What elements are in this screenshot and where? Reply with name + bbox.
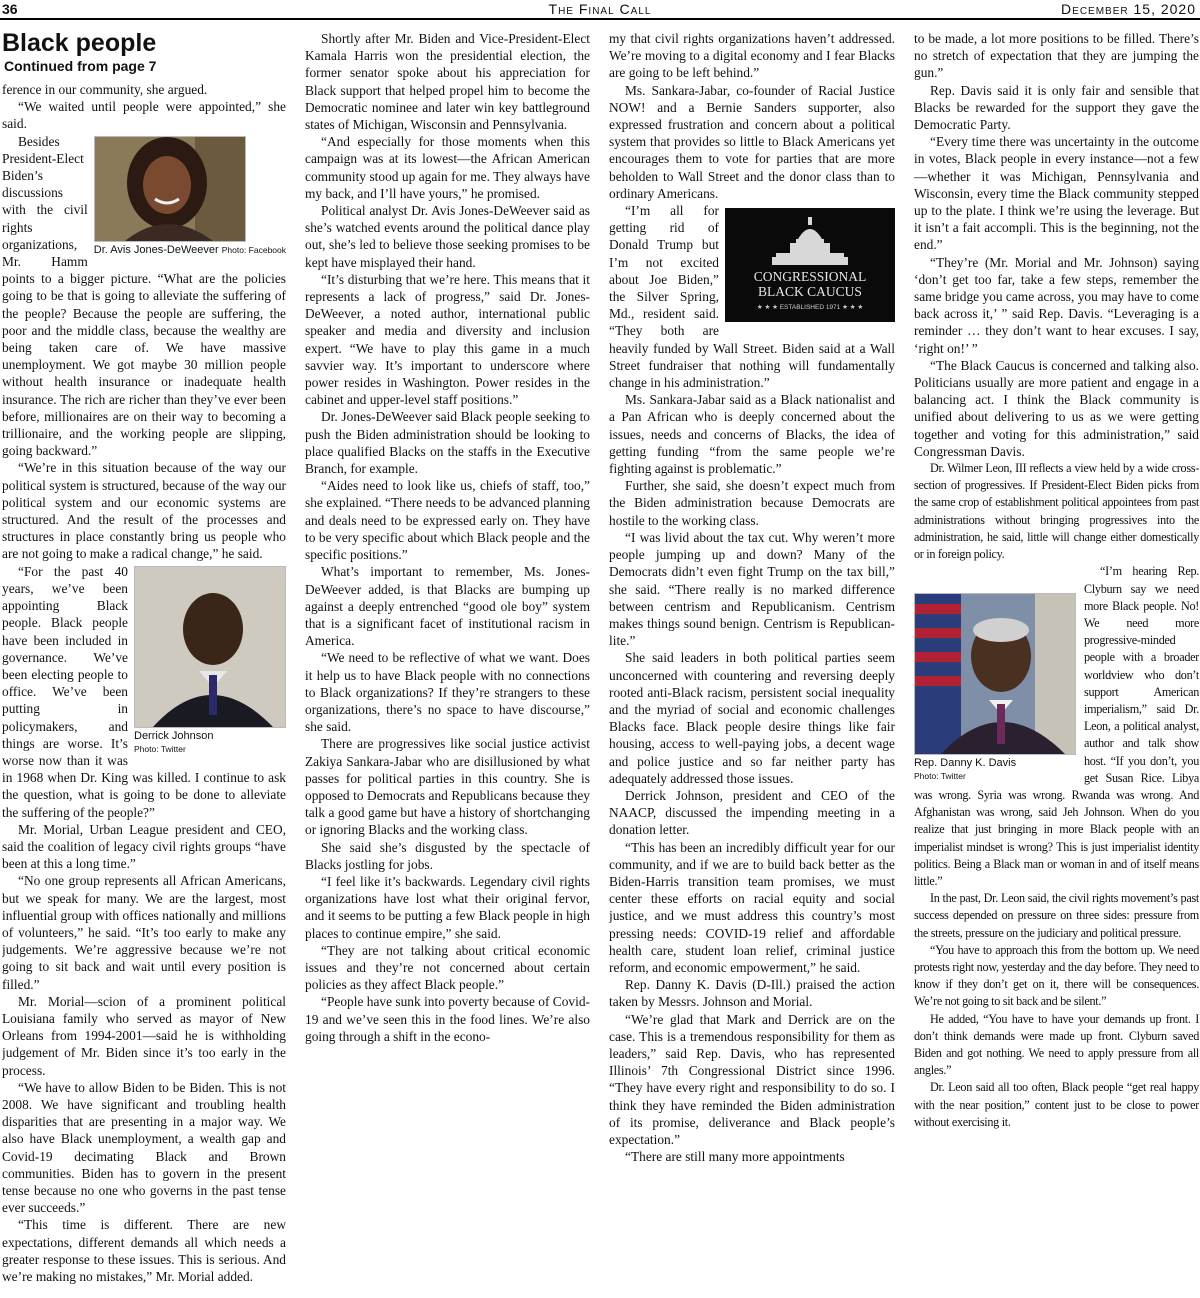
paragraph: “You have to approach this from the bottom up. We need protests right now, yesterday and the day before. They need to know if they don’t get on it, there will be consequences. We’re not going to sit back and be silent.”: [914, 942, 1199, 1009]
paragraph: Ms. Sankara-Jabar said as a Black nationalist and a Pan African who is deeply concerned about the issues, needs and concerns of Blacks, the idea of getting funding “from the same people we’re fighting against is problematic.”: [609, 392, 895, 477]
paragraph: There are progressives like social justice activist Zakiya Sankara-Jabar who are disillusioned by what passes for political parties in this country. She is opposed to Democrats and Republicans because they talk a good game but have a history of shortchanging or ignoring Blacks and the working class.: [305, 736, 590, 838]
paragraph: In the past, Dr. Leon said, the civil rights movement’s past success depended on pressure on three sides: pressure from the streets, pressure on the judiciary and political pressure.: [914, 891, 1199, 940]
page-number: 36: [2, 1, 18, 17]
paragraph: to be made, a lot more positions to be filled. There’s no stretch of expectation that they are jumping the gun.”: [914, 31, 1199, 81]
cbc-line-1: CONGRESSIONAL: [753, 269, 867, 285]
paragraph: Dr. Leon said all too often, Black people “get real happy with the near position,” content just to be close to power without exercising it.: [914, 1080, 1199, 1129]
paragraph: Derrick Johnson, president and CEO of the NAACP, discussed the impending meeting in a donation letter.: [609, 787, 895, 838]
photo-derrick-johnson: [134, 566, 286, 756]
paragraph: “This has been an incredibly difficult year for our community, and if we are to build back better as the Biden-Harris transition team promises, we must center these efforts on racial equity and social justice, and we must address this country’s most pressing needs: COVID-19 relief and affordable health care, student loan relief, criminal justice reform, and economic empowerment,” he said.: [609, 839, 895, 975]
photo-caption: Dr. Avis Jones-DeWeever Photo: Facebook: [93, 243, 286, 256]
paragraph: “I feel like it’s backwards. Legendary civil rights organizations have lost what their original fervor, and it seems to be putting a few Black people in high places to continue empire,” she said.: [305, 873, 590, 941]
column-2: [305, 30, 590, 1295]
portrait-photo: [94, 136, 246, 242]
cbc-logo-image: [725, 208, 895, 322]
paragraph: Dr. Jones-DeWeever said Black people seeking to push the Biden administration should be looking to place qualified Blacks on the staffs in the Executive Branch, for example.: [305, 409, 590, 477]
paragraph: “We need to be reflective of what we want. Does it help us to have Black people with no connections to Black organizations? If they’re strangers to these organizations, there’s no space to have discourse,” she said.: [305, 650, 590, 735]
paragraph: “There are still many more appointments: [625, 1149, 845, 1165]
column-1: [2, 30, 286, 1295]
paragraph: “I’m all for getting rid of Donald Trump but I’m not excited about Joe Biden,” the Silver Spring, Md., resident said. “They both are heavily funded by Wall Street. Biden said at a Wall Street fundraiser that nothing will fundamentally change in his administration.”: [609, 203, 895, 391]
paragraph: “The Black Caucus is concerned and talking also. Politicians usually are more patient and engage in a balancing act. I think the Black community is unified about delivering to us as we were getting together and voting for this administration,” said Congressman Davis.: [914, 357, 1199, 459]
paragraph: “We’re glad that Mark and Derrick are on the case. This is a tremendous responsibility for them as leaders,” said Rep. Davis, who has represented Illinois’ 7th Congressional District since 1996. “They have every right and responsibility to do so. I think they have reminded the Biden administration of its promise, deliverance and Black people’s expectation.”: [609, 1011, 895, 1147]
paragraph: Mr. Morial, Urban League president and CEO, said the coalition of legacy civil rights groups “have been at this a long time.”: [2, 821, 286, 872]
paragraph: “I’m hearing Rep. Clyburn say we need more Black people. No! We need more progressive-minded people with a broader worldview who don’t support American imperialism,” said Dr. Leon, a political analyst, author and talk show host. “If you don’t, you get Susan Rice. Libya was wrong. Syria was wrong. Rwanda was wrong. And Afghanistan was wrong, said Jeh Johnson. When do you realize that just bringing in more Black people with an imperialist mindset is wrong? This is just imperialist identity politics. Being a Black man or woman in and of itself means little.”: [914, 564, 1199, 888]
paragraph: Shortly after Mr. Biden and Vice-President-Elect Kamala Harris won the presidential election, the former senator spoke about his appreciation for Black support that helped propel him to become the Democratic nominee and later win key battleground states of Michigan, Wisconsin and Pennsylvania.: [305, 31, 590, 133]
continued-line: Continued from page 7: [4, 58, 157, 74]
paragraph: He added, “You have to have your demands up front. I don’t think demands were made up front. Clyburn saved Biden and got nothing. We need to apply pressure from all angles.”: [914, 1011, 1199, 1078]
paragraph: Rep. Davis said it is only fair and sensible that Blacks be rewarded for the support they gave the Democratic Party.: [914, 82, 1199, 133]
paragraph: ference in our community, she argued.: [2, 82, 208, 97]
photo-credit: Photo: Twitter: [914, 771, 966, 782]
publication-name: The Final Call: [548, 1, 652, 17]
photo-caption: Rep. Danny K. Davis Photo: Twitter: [914, 757, 1076, 783]
logo-congressional-black-caucus: [725, 208, 895, 322]
paragraph: Ms. Sankara-Jabar, co-founder of Racial Justice NOW! and a Bernie Sanders supporter, also expressed frustration and concern about a political system that provides so little to Black Americans yet encourages them to vote for parties that are more beholden to Wall Street and the donor class than to ordinary Americans.: [609, 82, 895, 201]
paragraph: “They are not talking about critical economic issues and they’re not concerned about certain policies as they affect Black people.”: [305, 942, 590, 993]
column-4: [914, 30, 1199, 1295]
photo-caption: Derrick Johnson Photo: Twitter: [134, 730, 286, 756]
paragraph: “And especially for those moments when this campaign was at its lowest—the African American community stood up again for me. They always have my back, and I’ll have yours,” he promised.: [305, 134, 590, 201]
column-3: [609, 30, 895, 1295]
paragraph: “We’re in this situation because of the way our political system is structured, because of the way our political system and our economic systems are structured. And the result of the processes and structures in place constantly bring us people who are not going to make a radical change,” he said.: [2, 460, 286, 562]
paragraph: Political analyst Dr. Avis Jones-DeWeever said as she’s watched events around the political dance play out, she’s led to believe those seeking promises to be kept have misplayed their hand.: [305, 203, 590, 270]
paragraph: “No one group represents all African Americans, but we speak for many. We are the largest, most influential group with offices nationally and millions of volunteers,” he said. “It’s too early to make any judgements. We’re aggressive because we’re not going to sit back and wait until every position is filled.”: [2, 873, 286, 992]
photo-danny-davis: [914, 593, 1076, 783]
cbc-line-2: BLACK CAUCUS: [758, 284, 862, 300]
paragraph: Besides President-Elect Biden’s discussions with the civil rights organizations, Mr. Hamm points to a bigger picture. “What are the policies going to be that is going to alleviate the suffering of the people? Because the people are suffering, the poor and the middle class, because the wealthy are being taken care of. We have massive unemployment. We got maybe 30 million people without health insurance or inadequate health insurance. The rich are richer than they’ve ever been before, millionaires are on their way to becoming a trillionaire, and the working people are slipping, going backward.”: [2, 133, 286, 459]
paragraph: “People have sunk into poverty because of Covid-19 and we’ve seen this in the food lines. We’re also going through a shift in the econo-: [305, 994, 590, 1044]
paragraph: She said she’s disgusted by the spectacle of Blacks jostling for jobs.: [305, 839, 590, 872]
paragraph: “Aides need to look like us, chiefs of staff, too,” she explained. “There needs to be advanced planning and deals need to be expressed early on. They have to be very specific about which Black people and the specific positions.”: [305, 478, 590, 563]
paragraph: She said leaders in both political parties seem unconcerned with countering and reversing deeply rooted anti-Black racism, persistent social inequality and the myriad of social and economic challenges Blacks face. Black people desire things like fair housing, access to well-paying jobs, a decent wage and police justice and so far neither party has adequately addressed those issues.: [609, 650, 895, 786]
paragraph: “It’s disturbing that we’re here. This means that it represents a lack of progress,” said Dr. Jones-DeWeever, a noted author, international public speaker and media and diversity and inclusion expert. “We have to play this game in a much savvier way. It’s important to underscore where power resides in Washington. Power resides in the cabinet and upper-level staff positions.”: [305, 271, 590, 408]
paragraph: “This time is different. There are new expectations, different demands all which needs a greater response to these issues. This is serious. And we’re making no mistakes,” Mr. Morial added.: [2, 1217, 286, 1285]
paragraph: What’s important to remember, Ms. Jones-DeWeever added, is that Blacks are bumping up against a deeply entrenched “good ole boy” system that is a significant facet of institutional racism in America.: [305, 564, 590, 649]
paragraph: Rep. Danny K. Davis (D-Ill.) praised the action taken by Messrs. Johnson and Morial.: [609, 977, 895, 1010]
portrait-photo: [914, 593, 1076, 755]
paragraph: “They’re (Mr. Morial and Mr. Johnson) saying ‘don’t get too far, take a few steps, remember the same bridge you came across, you may have to come back across it,’ ” said Rep. Davis. “Leveraging is a reminder … they don’t want to hear excuses. I say, ‘right on!’ ”: [914, 254, 1199, 356]
paragraph: Dr. Wilmer Leon, III reflects a view held by a wide cross-section of progressives. If President-Elect Biden picks from the same crop of establishment political appointees from past administrations without bringing progressives into the administration, he said, little will change either domestically or in foreign policy.: [914, 461, 1199, 562]
photo-avis-jones-deweever: [94, 136, 286, 257]
paragraph: “I was livid about the tax cut. Why weren’t more people jumping up and down? Many of the Democrats didn’t even fight Trump on the tax bill,” she said. “There really is no marked difference between centrism and Republicanism. Centrism makes things sound benign. Centrism is Republican-lite.”: [609, 529, 895, 649]
paragraph: “For the past 40 years, we’ve been appointing Black people. Black people have been included in governance. We’ve been electing people to office. We’ve been putting in policymakers, and things are worse. It’s worse now than it was in 1968 when Dr. King was killed. I continue to ask the question, what is going to be done to alleviate the suffering of the people?”: [2, 563, 286, 820]
headline: Black people: [2, 30, 157, 57]
photo-credit: Photo: Twitter: [134, 743, 186, 754]
portrait-photo: [134, 566, 286, 728]
paragraph: Further, she said, she doesn’t expect much from the Biden administration because Democrats are hostile to the working class.: [609, 478, 895, 528]
issue-date: December 15, 2020: [1061, 1, 1196, 17]
paragraph: “We have to allow Biden to be Biden. This is not 2008. We have significant and troubling health disparities that are presenting in a major way. We also have Black unemployment, a wealth gap and Covid-19 decimating Black and Brown communities. Biden has to govern in the present tense because no one who governs in the past tense ever succeeds.”: [2, 1079, 286, 1216]
paragraph: “We waited until people were appointed,” she said.: [2, 99, 286, 132]
paragraph: Mr. Morial—scion of a prominent political Louisiana family who served as mayor of New Orleans from 1994-2001—said he is withholding judgement of Mr. Biden since it’s too early in the process.: [2, 993, 286, 1078]
photo-credit: Photo: Facebook: [221, 244, 286, 255]
page-header: [0, 0, 1200, 20]
cbc-line-3: ★ ★ ★ ESTABLISHED 1971 ★ ★ ★: [756, 304, 864, 312]
paragraph: “Every time there was uncertainty in the outcome in votes, Black people in every instance—not a few—whether it was Michigan, Pennsylvania and Wisconsin, every time the Black community stepped up to the plate. I think we’re using the leverage. But it isn’t a fait accompli. This is the beginning, not the end.”: [914, 134, 1199, 253]
paragraph: my that civil rights organizations haven’t addressed. We’re moving to a digital economy and I fear Blacks are going to be left behind.”: [609, 31, 895, 81]
